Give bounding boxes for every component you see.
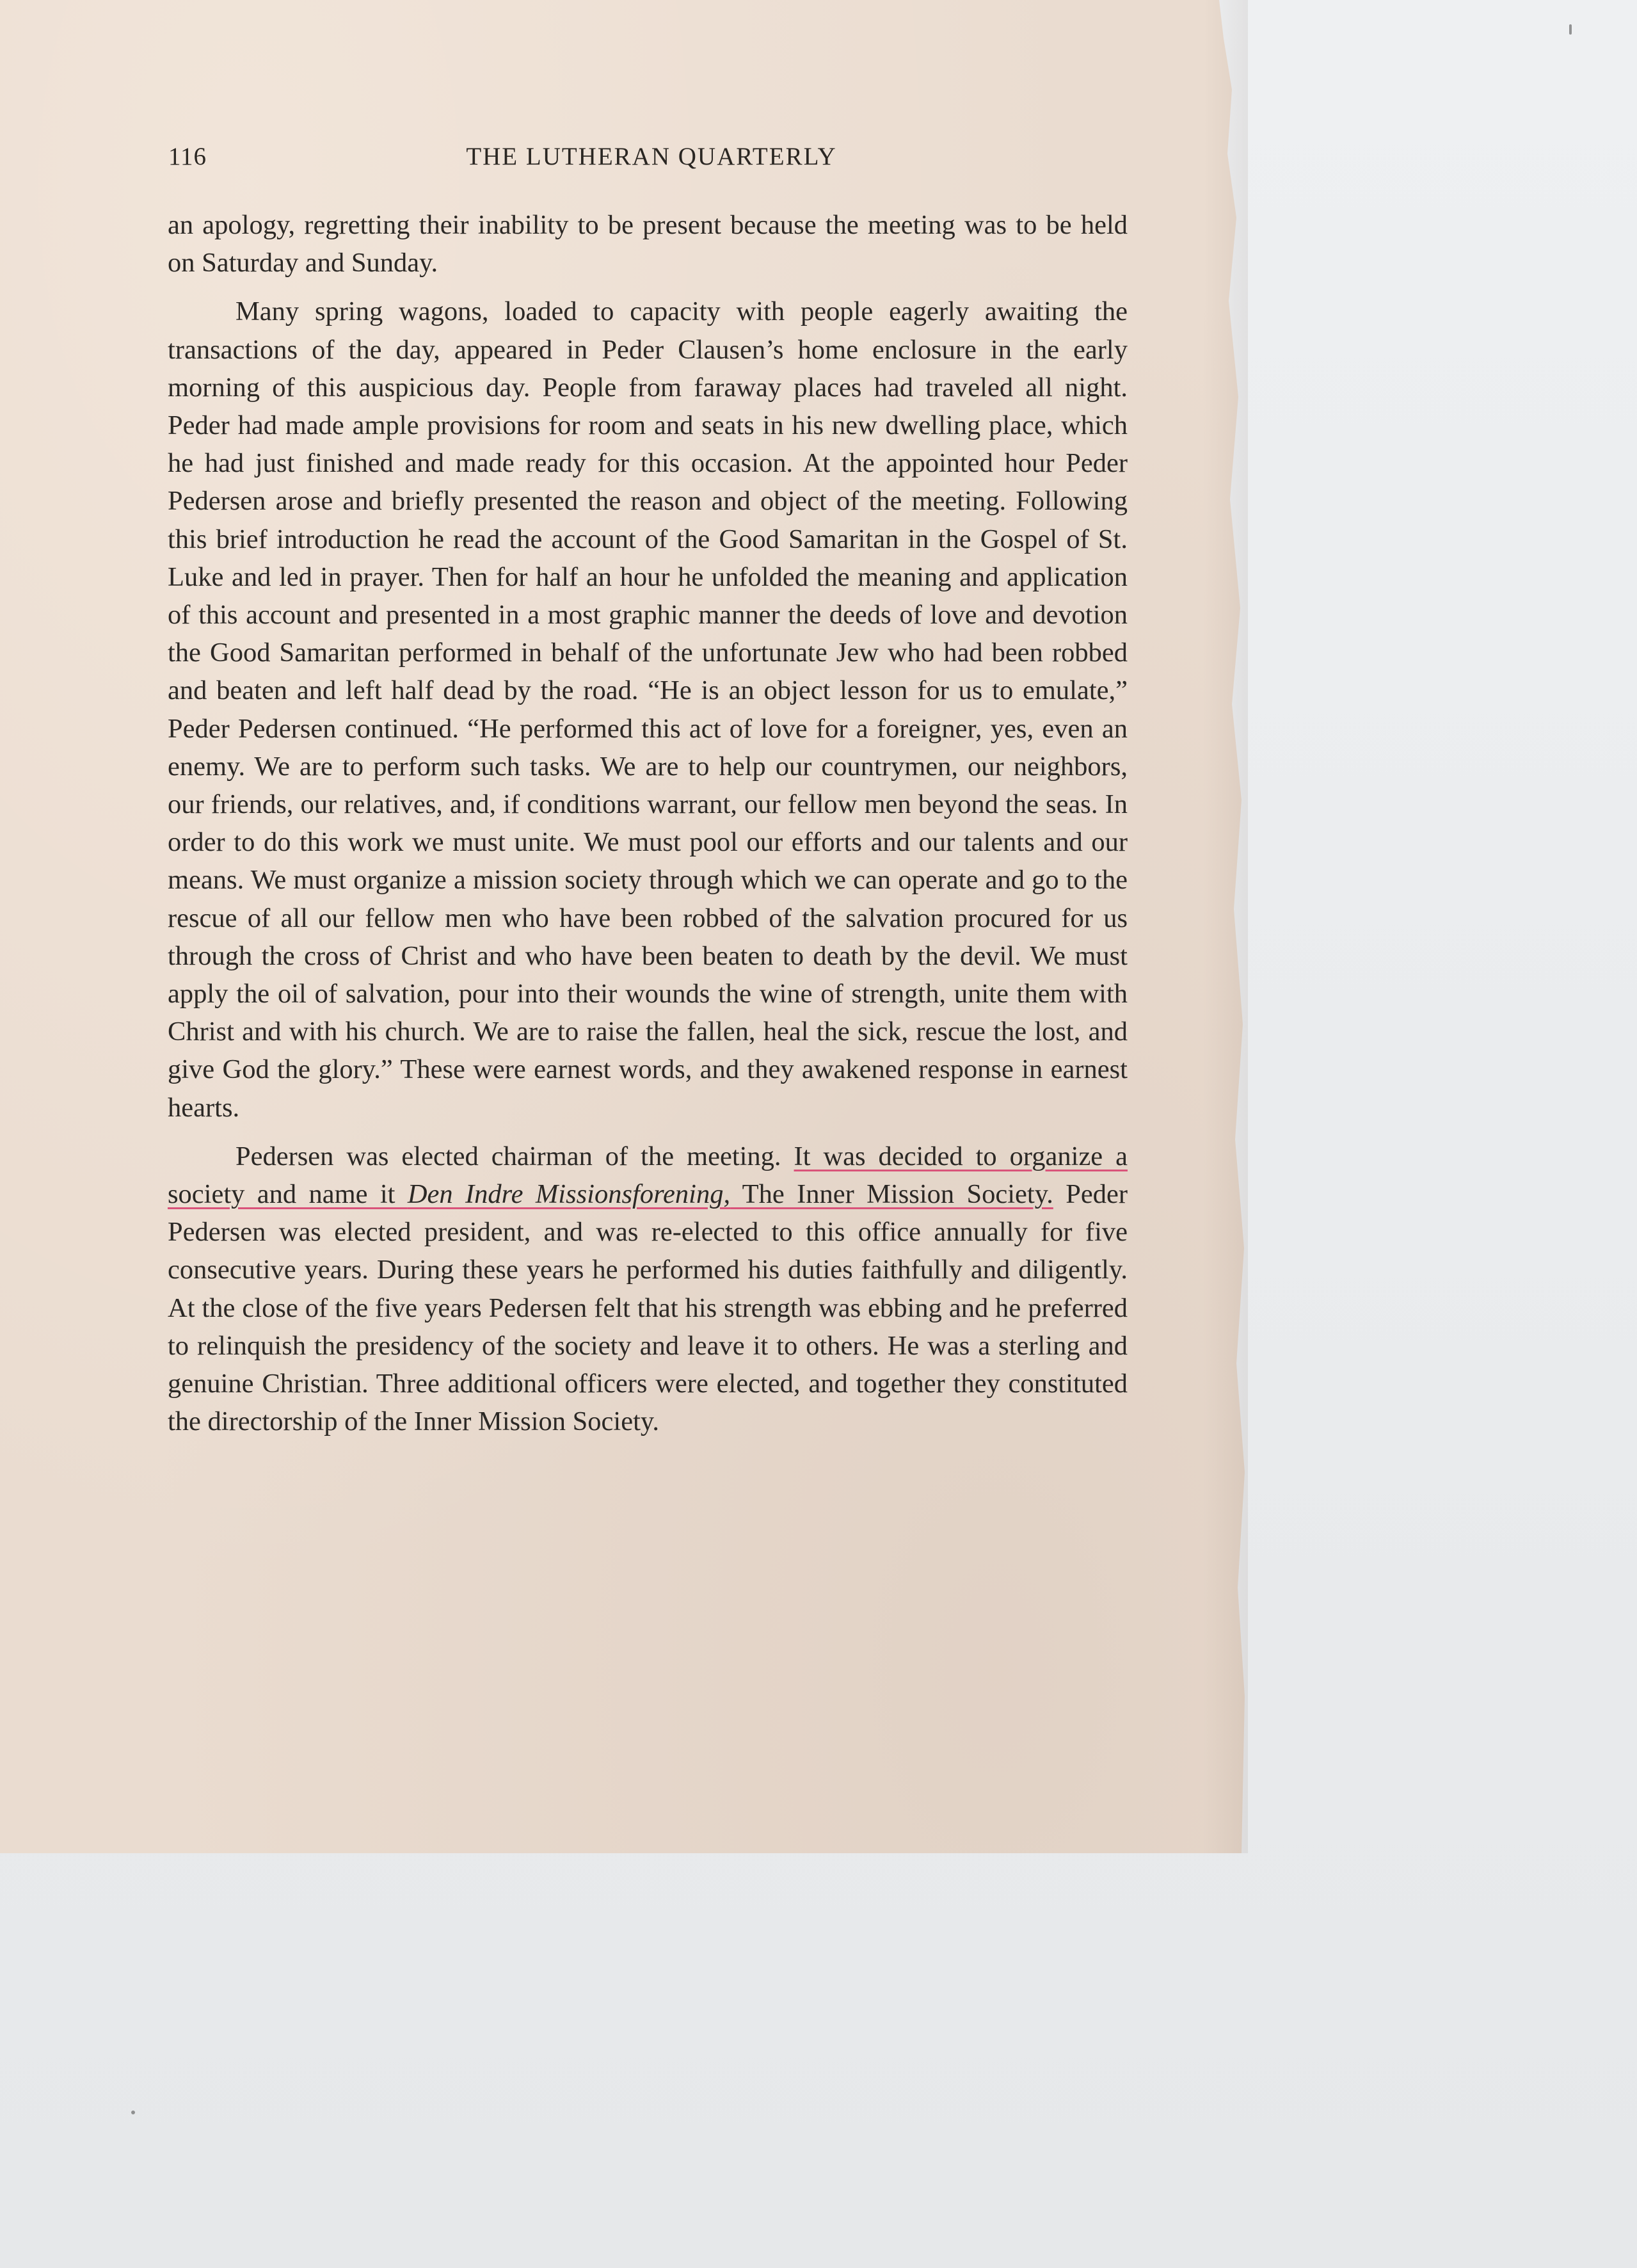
article-body <box>168 206 1128 1441</box>
underlined-text-b: The Inner Mission Society. <box>730 1179 1053 1210</box>
paragraph-continued: an apology, regretting their inability to be present because the meeting was to be held on Saturday and Sunday. <box>168 210 1128 278</box>
page-number: 116 <box>168 143 207 170</box>
paragraph-rest-text: Peder Pedersen was elected president, and was re-elected to this office annually for five consecutive years. During these years he performed his duties faithfully and diligently. At the close of the five years Pedersen felt that his strength was ebbing and he preferred to relinquish the presidency of the society and leave it to others. He was a sterling and genuine Christian. Three additional officers were elected, and together they constituted the directorship of the Inner Mission Society. <box>168 1179 1128 1437</box>
dust-speck <box>1569 24 1572 35</box>
society-danish-name: Den Indre Missionsforening, <box>407 1179 731 1210</box>
dust-speck <box>131 2111 135 2114</box>
paragraph-lead-text: Pedersen was elected chairman of the meeting. <box>236 1141 794 1171</box>
journal-title: THE LUTHERAN QUARTERLY <box>466 143 837 170</box>
underlined-text-a: It was decided to organize a society and name it <box>168 1141 1128 1210</box>
paragraph-meeting-speech: Many spring wagons, loaded to capacity with people eagerly awaiting the transactions of the day, appeared in Peder Clausen’s home enclosure in the early morning of this auspicious day. People from faraway places had traveled all night. Peder had made ample provisions for room and seats in his new dwelling place, which he had just finished and made ready for this occasion. At the appointed hour Peder Pedersen arose and briefly presented the reason and object of the meeting. Following this brief introduction he read the account of the Good Samaritan in the Gospel of St. Luke and led in prayer. Then for half an hour he unfolded the meaning and application of this account and presented in a most graphic manner the deeds of love and devotion the Good Samaritan performed in behalf of the unfortunate Jew who had been robbed and beaten and left half dead by the road. “He is an object lesson for us to emulate,” Peder Pedersen continued. “He performed this act of love for a foreigner, yes, even an enemy. We are to perform such tasks. We are to help our countrymen, our neighbors, our friends, our relatives, and, if conditions warrant, our fellow men beyond the seas. In order to do this work we must unite. We must pool our efforts and our talents and our means. We must organize a mission society through which we can operate and go to the rescue of all our fellow men who have been robbed of the salvation procured for us through the cross of Christ and who have been beaten to death by the devil. We must apply the oil of salvation, pour into their wounds the wine of strength, unite them with Christ and with his church. We are to raise the fallen, heal the sick, rescue the lost, and give God the glory.” These were earnest words, and they awakened response in earnest hearts. <box>168 296 1128 1123</box>
paragraph-society-founded <box>168 1138 1128 1441</box>
page-torn-edge-shadow <box>1203 0 1248 1853</box>
running-head <box>168 142 1135 178</box>
